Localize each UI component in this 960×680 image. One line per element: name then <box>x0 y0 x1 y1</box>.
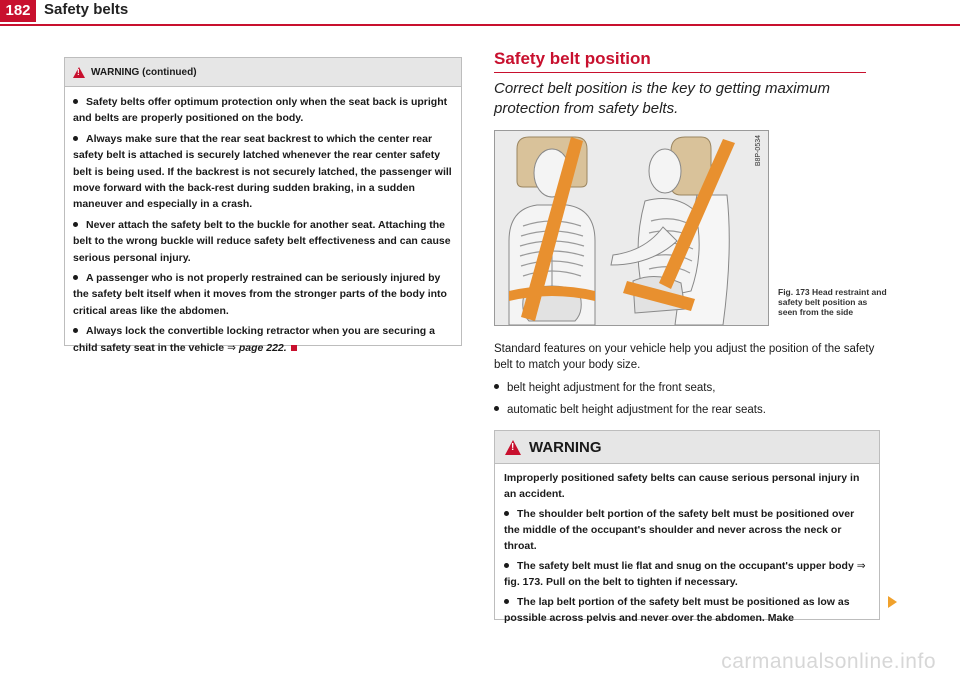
watermark: carmanualsonline.info <box>721 650 936 673</box>
warning-item: Always make sure that the rear seat backrest to which the center rear safety belt is attached is securely latched whenever the rear center safety belt is being used. If the backrest is not securely latched, the passenger will move forward with the back-rest during sudden braking, in a sudden maneuver and especially in a crash. <box>73 132 452 211</box>
bullet-icon <box>494 406 499 411</box>
warning-item: A passenger who is not properly restrained can be seriously injured by the safety belt itself when it moves from the stronger parts of the body into critical areas like the abdomen. <box>73 272 447 317</box>
warning-triangle-icon: ! <box>505 440 521 455</box>
bullet-icon <box>494 384 499 389</box>
bullet-icon <box>504 599 509 604</box>
warning-item: Safety belts offer optimum protection only when the seat back is upright and belts are properly positioned on the body. <box>73 96 448 125</box>
bullet-icon <box>73 99 78 104</box>
end-mark-icon <box>291 345 297 351</box>
bullet-icon <box>73 328 78 333</box>
warning-item: The shoulder belt portion of the safety belt must be positioned over the middle of the occupant's shoulder and never across the neck or throat. <box>504 508 855 552</box>
warning-lead: Improperly positioned safety belts can cause serious personal injury in an accident. <box>504 472 860 500</box>
warning-item: Never attach the safety belt to the buckle for another seat. Attaching the belt to the wrong buckle will reduce safety belt effectiveness and can cause serious personal injury. <box>73 218 451 264</box>
header-rule <box>0 24 960 26</box>
warning-header <box>65 58 461 87</box>
figure-code: B8P-0534 <box>755 135 762 167</box>
section-rule <box>494 72 866 73</box>
warning-label: WARNING <box>529 438 602 456</box>
list-item: belt height adjustment for the front seats, <box>494 380 884 396</box>
figure-reference-link[interactable]: fig. 173. <box>504 576 544 588</box>
feature-list <box>494 380 884 424</box>
bullet-icon <box>73 136 78 141</box>
warning-box-continued <box>64 57 462 354</box>
arrow-icon: ⇒ <box>856 560 866 572</box>
warning-body <box>495 464 879 626</box>
bullet-icon <box>504 563 509 568</box>
list-item: automatic belt height adjustment for the rear seats. <box>494 402 884 418</box>
arrow-icon: ⇒ <box>227 341 236 354</box>
figure-seatbelt-illustration <box>494 130 769 326</box>
continue-arrow-icon <box>888 596 897 608</box>
page-number: 182 <box>0 0 36 22</box>
figure-caption: Fig. 173 Head restraint and safety belt position as seen from the side <box>778 287 887 317</box>
warning-box <box>494 430 880 624</box>
warning-triangle-icon: ! <box>73 67 85 78</box>
warning-header <box>495 431 879 464</box>
body-paragraph: Standard features on your vehicle help you adjust the position of the safety belt to match your body size. <box>494 343 875 371</box>
section-title: Safety belt position <box>494 49 651 68</box>
warning-item: The lap belt portion of the safety belt must be positioned as low as possible across pelvis and never over the abdomen. Make <box>504 596 850 624</box>
section-intro: Correct belt position is the key to getting maximum protection from safety belts. <box>494 80 830 117</box>
chapter-title: Safety belts <box>44 1 129 18</box>
bullet-icon <box>73 275 78 280</box>
bullet-icon <box>73 222 78 227</box>
warning-body <box>65 87 461 356</box>
bullet-icon <box>504 511 509 516</box>
warning-item: The safety belt must lie flat and snug on the occupant's upper body ⇒ fig. 173. Pull on the belt to tighten if necessary. <box>504 560 866 588</box>
seatbelt-illustration <box>495 131 768 325</box>
warning-item: Always lock the convertible locking retractor when you are securing a child safety seat in the vehicle ⇒ page 222. <box>73 325 435 354</box>
page-reference-link[interactable]: page 222. <box>238 341 287 354</box>
warning-label: WARNING (continued) <box>91 66 197 78</box>
